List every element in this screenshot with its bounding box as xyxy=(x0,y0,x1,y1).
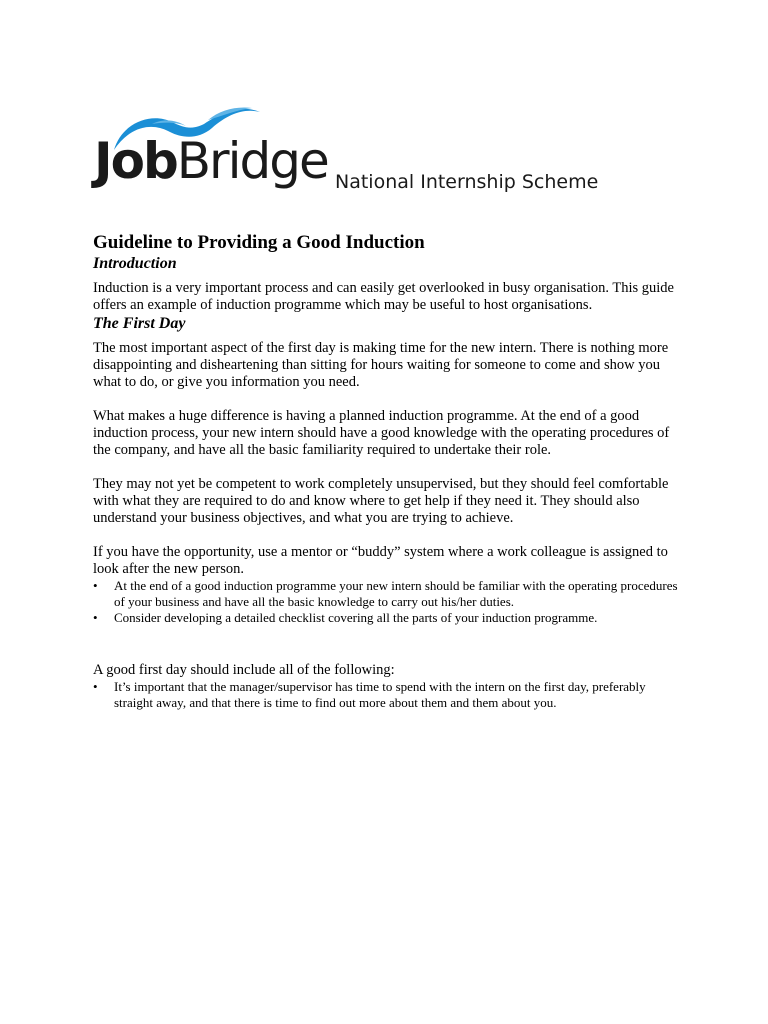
list-item-text: It’s important that the manager/supervisor has time to spend with the intern on the first day, preferably straight away, and that there is time to find out more about them and them about you. xyxy=(114,679,646,710)
document-body xyxy=(93,232,683,711)
first-day-heading: The First Day xyxy=(93,315,186,332)
first-day-paragraph-4: If you have the opportunity, use a mentor or “buddy” system where a work colleague is assigned to look after the new person. xyxy=(93,544,668,577)
list-item xyxy=(93,610,683,626)
introduction-heading: Introduction xyxy=(93,255,177,272)
list-item xyxy=(93,578,683,610)
brand-bridge: Bridge xyxy=(176,132,328,190)
introduction-paragraph: Induction is a very important process and can easily get overlooked in busy organisation. This guide offers an example of induction programme which may be useful to host organisations. xyxy=(93,280,674,313)
brand-tagline: National Internship Scheme xyxy=(335,171,599,193)
bullet-icon: • xyxy=(93,679,98,694)
good-first-day-list xyxy=(93,679,683,711)
list-item xyxy=(93,679,683,711)
bullet-icon: • xyxy=(93,610,98,625)
bullet-icon: • xyxy=(93,578,98,593)
document-title: Guideline to Providing a Good Induction xyxy=(93,232,425,253)
brand-wordmark xyxy=(94,132,328,190)
list-item-text: At the end of a good induction programme your new intern should be familiar with the operating procedures of your business and have all the basic knowledge to carry out his/her duties. xyxy=(114,578,678,609)
induction-tips-list xyxy=(93,578,683,626)
list-item-text: Consider developing a detailed checklist covering all the parts of your induction programme. xyxy=(114,610,598,625)
jobbridge-logo xyxy=(94,100,654,210)
first-day-paragraph-1: The most important aspect of the first day is making time for the new intern. There is nothing more disappointing and disheartening than sitting for hours waiting for someone to come and show you what to do, or give you information you need. xyxy=(93,340,669,390)
brand-job: Job xyxy=(94,132,177,190)
first-day-paragraph-2: What makes a huge difference is having a planned induction programme. At the end of a good induction process, your new intern should have a good knowledge with the operating procedures of the company, and have all the basic familiarity required to undertake their role. xyxy=(93,408,670,458)
good-first-day-intro: A good first day should include all of the following: xyxy=(93,662,395,678)
first-day-paragraph-3: They may not yet be competent to work completely unsupervised, but they should feel comfortable with what they are required to do and know where to get help if they need it. They should also understand your business objectives, and what you are trying to achieve. xyxy=(93,476,669,526)
